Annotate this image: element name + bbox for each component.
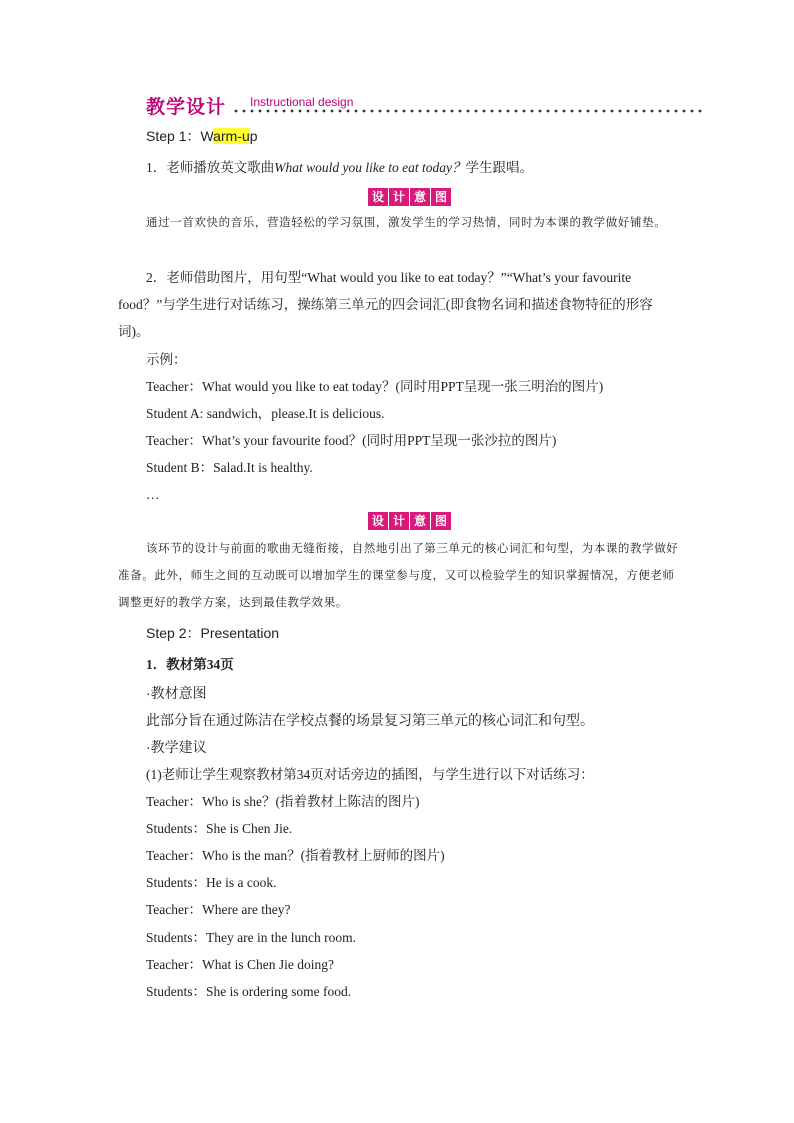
design-intent-note-1: 通过一首欢快的音乐，营造轻松的学习氛围，激发学生的学习热情，同时为本课的教学做好铺垫。 [146,215,667,229]
design-intent-badge [368,188,451,206]
step1-title [146,127,258,145]
dialog-line: Students：He is a cook. [146,875,277,890]
badge-char: 计 [389,188,409,206]
badge-char: 图 [431,512,451,530]
dialog-line: Students：They are in the lunch room. [146,930,356,945]
step1-title-highlight: arm-u [213,128,250,144]
step2-item1: 1．教材第34页 [146,657,234,672]
intent-label: ·教材意图 [146,685,207,701]
suggest-label: ·教学建议 [146,739,207,755]
design-intent-badge [368,512,451,530]
section-header [146,92,706,120]
badge-char: 设 [368,188,388,206]
dialog-line: Teacher：Who is the man？(指着教材上厨师的图片) [146,848,445,863]
step1-title-post: p [249,128,258,144]
dialog-line: Teacher：What is Chen Jie doing? [146,957,334,972]
step1-title-pre: Step 1：W [146,128,214,144]
header-dotted-rule [232,109,706,113]
song-title: What would you like to eat today？ [274,160,466,175]
dialog-line: Student A: sandwich，please.It is delicious. [146,406,385,421]
design-intent-note-2: 该环节的设计与前面的歌曲无缝衔接，自然地引出了第三单元的核心词汇和句型，为本课的教学做好准备。此外，师生之间的互动既可以增加学生的课堂参与度，又可以检验学生的知识掌握情况，方便老师调整更好的教学方案，达到最佳教学效果。 [118,541,679,609]
dialog-ellipsis: … [146,487,160,502]
badge-char: 意 [410,188,430,206]
step2-title: Step 2：Presentation [146,625,280,641]
step1-item1-post: 学生跟唱。 [465,160,533,175]
dialog-line: Teacher：What’s your favourite food？(同时用PPT呈现一张沙拉的图片) [146,433,557,448]
badge-char: 意 [410,512,430,530]
badge-char: 图 [431,188,451,206]
header-title-en: Instructional design [250,95,354,109]
dialog-line: Teacher：Who is she？(指着教材上陈洁的图片) [146,794,420,809]
suggest-text: (1)老师让学生观察教材第34页对话旁边的插图，与学生进行以下对话练习： [146,767,594,782]
step1-item1-pre: 1．老师播放英文歌曲 [146,160,275,175]
dialog-line: Teacher：What would you like to eat today？(同时用PPT呈现一张三明治的图片) [146,379,604,394]
example-label: 示例： [146,352,187,367]
header-title-cn: 教学设计 [146,96,227,118]
dialog-line: Student B：Salad.It is healthy. [146,460,313,475]
dialog-line: Students：She is Chen Jie. [146,821,293,836]
badge-char: 设 [368,512,388,530]
dialog-line: Teacher：Where are they? [146,902,291,917]
intent-text: 此部分旨在通过陈洁在学校点餐的场景复习第三单元的核心词汇和句型。 [146,712,594,728]
step1-item1 [146,159,533,177]
step1-item2: 2．老师借助图片，用句型“What would you like to eat today？”“What’s your favourite food？”与学生进行对话练习，操练第三单元的四会词汇(即食物名词和描述食物特征的形容词)。 [118,270,653,339]
badge-char: 计 [389,512,409,530]
dialog-line: Students：She is ordering some food. [146,984,352,999]
